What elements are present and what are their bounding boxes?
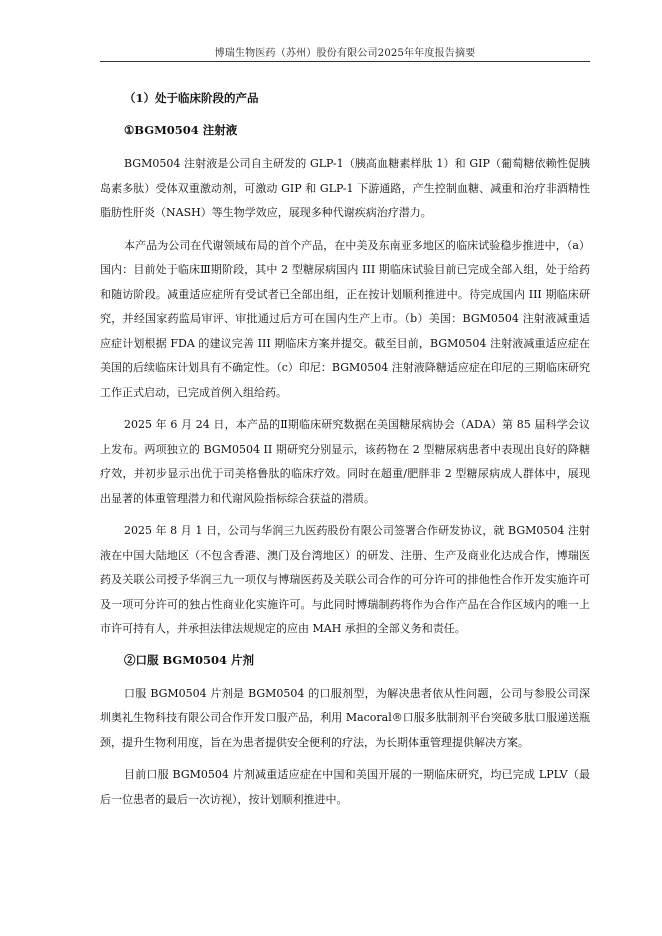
header-divider [100,61,590,62]
report-body [100,88,590,820]
paragraph: 口服 BGM0504 片剂是 BGM0504 的口服剂型，为解决患者依从性问题，公司与参股公司深圳奥礼生物科技有限公司合作开发口服产品，利用 Macoral®口服多肽制剂平台突破多肽口服递送瓶颈，提升生物利用度，旨在为患者提供安全便利的疗法，为长期体重管理提供解决方案。 [100,686,590,749]
paragraph: 本产品为公司在代谢领域布局的首个产品，在中美及东南亚多地区的临床试验稳步推进中，（a）国内：目前处于临床Ⅲ期阶段，其中 2 型糖尿病国内 III 期临床试验目前已完成全部入组，处于给药和随访阶段。减重适应症所有受试者已全部出组，正在按计划顺利推进中。待完成国内 III 期临床研究，并经国家药监局审评、审批通过后方可在国内生产上市。（b）美国：BGM0504 注射液减重适应症计划根据 FDA 的建议完善 III 期临床方案并提交。截至目前，BGM0504 注射液减重适应症在美国的后续临床计划具有不确定性。（c）印尼：BGM0504 注射液降糖适应症在印尼的三期临床研究工作正式启动，已完成首例入组给药。 [100,238,590,399]
paragraph: BGM0504 注射液是公司自主研发的 GLP-1（胰高血糖素样肽 1）和 GIP（葡萄糖依赖性促胰岛素多肽）受体双重激动剂，可激动 GIP 和 GLP-1 下游通路，产生控制血糖、减重和治疗非酒精性脂肪性肝炎（NASH）等生物学效应，展现多种代谢疾病治疗潜力。 [100,157,590,219]
subsection-heading-oral-tablet: ②口服 BGM0504 片剂 [124,652,254,667]
section-heading: （1）处于临床阶段的产品 [124,91,259,105]
paragraph: 2025 年 6 月 24 日，本产品的Ⅱ期临床研究数据在美国糖尿病协会（ADA）第 85 届科学会议上发布。两项独立的 BGM0504 II 期研究分别显示，该药物在 2 型糖尿病患者中表现出良好的降糖疗效，并初步显示出优于司美格鲁肽的临床疗效。同时在超重/肥胖非 2 型糖尿病成人群体中，展现出显著的体重管理潜力和代谢风险指标综合获益的潜质。 [100,418,590,505]
page-header: 博瑞生物医药（苏州）股份有限公司2025年年度报告摘要 [214,48,476,59]
paragraph: 2025 年 8 月 1 日，公司与华润三九医药股份有限公司签署合作研发协议，就 BGM0504 注射液在中国大陆地区（不包含香港、澳门及台湾地区）的研发、注册、生产及商业化达成合作，博瑞医药及关联公司授予华润三九一项仅与博瑞医药及关联公司合作的可分许可的排他性合作开发实施许可及一项可分许可的独占性商业化实施许可。与此同时博瑞制药将作为合作产品在合作区域内的唯一上市许可持有人，并承担法律法规规定的应由 MAH 承担的全部义务和责任。 [100,524,590,635]
paragraph: 目前口服 BGM0504 片剂减重适应症在中国和美国开展的一期临床研究，均已完成 LPLV（最后一位患者的最后一次访视），按计划顺利推进中。 [100,768,590,806]
subsection-heading-injection: ①BGM0504 注射液 [124,123,238,137]
